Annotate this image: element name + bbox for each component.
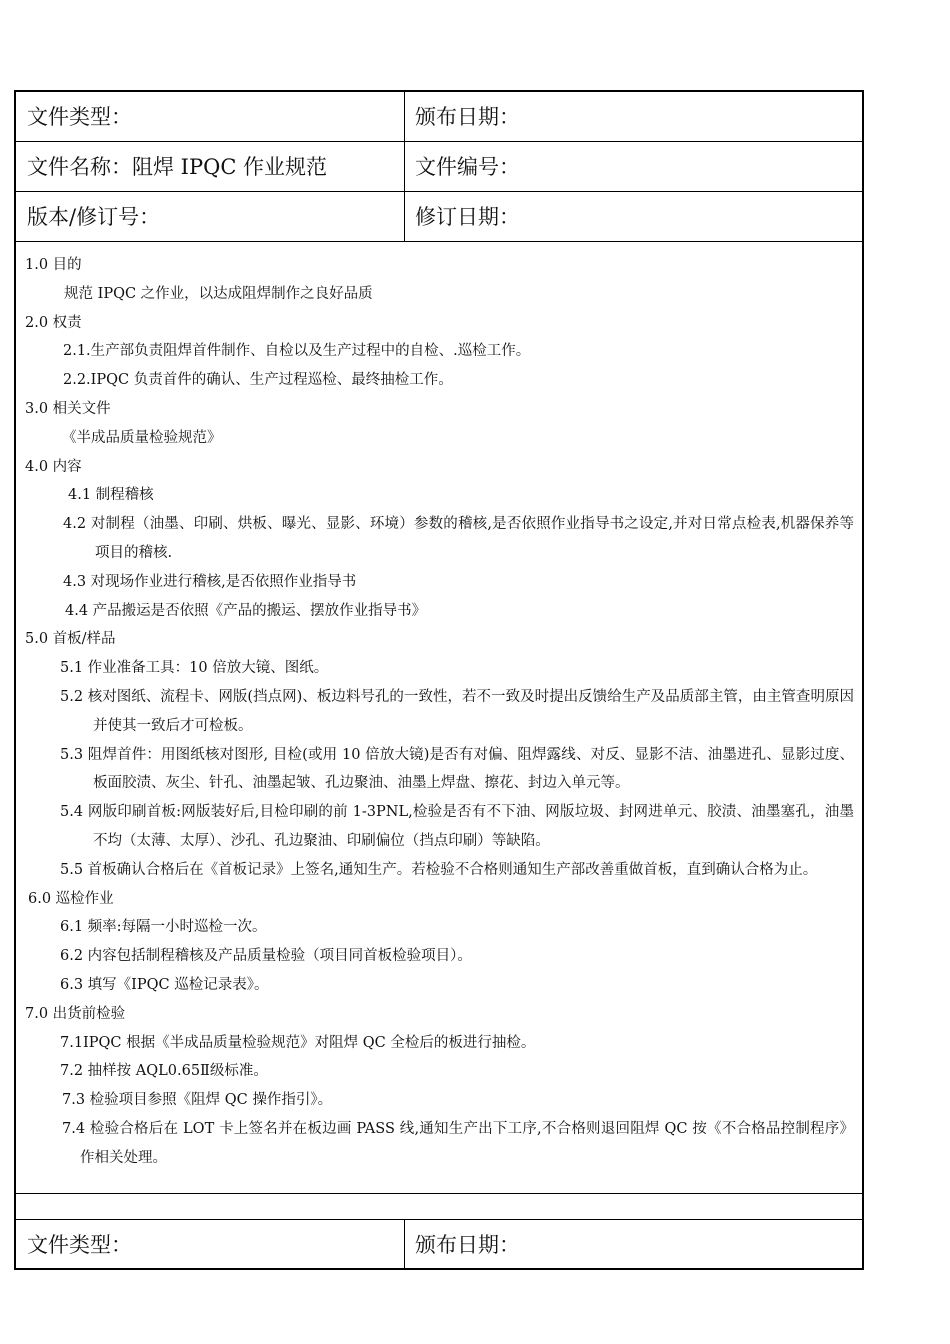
- section-title: 7.0 出货前检验: [25, 1005, 126, 1022]
- section-item: 6.1 频率:每隔一小时巡检一次。: [60, 919, 267, 936]
- section-title: 2.0 权责: [25, 314, 82, 331]
- section-title: 3.0 相关文件: [25, 400, 111, 417]
- section-item: 7.2 抽样按 AQL0.65Ⅱ级标准。: [60, 1063, 268, 1080]
- footer-issue-date-label: 颁布日期：: [415, 1233, 520, 1257]
- revision-date-label: 修订日期：: [415, 205, 520, 229]
- file-number-label: 文件编号：: [415, 155, 520, 179]
- section-item: 4.3 对现场作业进行稽核,是否依照作业指导书: [63, 573, 357, 590]
- document-frame: [14, 90, 864, 1270]
- section-item: 5.2 核对图纸、流程卡、网版(挡点网)、板边料号孔的一致性，若不一致及时提出反馈给生产及品质部主管，由主管查明原因并使其一致后才可检板。: [60, 688, 854, 734]
- header-row-3: [16, 192, 862, 242]
- section-item: 7.4 检验合格后在 LOT 卡上签名并在板边画 PASS 线,通知生产出下工序,不合格则退回阻焊 QC 按《不合格品控制程序》作相关处理。: [62, 1120, 854, 1166]
- footer-file-type-label: 文件类型：: [16, 1220, 405, 1270]
- document-body: [16, 244, 862, 1194]
- section-item: 5.3 阻焊首件：用图纸核对图形, 目检(或用 10 倍放大镜)是否有对偏、阻焊露线、对反、显影不洁、油墨进孔、显影过度、板面胶渍、灰尘、针孔、油墨起皱、孔边聚油、油墨上焊盘、擦花、封边入单元等。: [60, 746, 854, 792]
- section-item: 6.3 填写《IPQC 巡检记录表》。: [60, 976, 269, 993]
- blank-row: [16, 1194, 862, 1220]
- section-text: 《半成品质量检验规范》: [62, 429, 222, 446]
- section-item: 4.1 制程稽核: [68, 487, 154, 504]
- footer-row: [16, 1220, 862, 1270]
- header-row-2: [16, 142, 862, 192]
- section-text: 规范 IPQC 之作业，以达成阻焊制作之良好品质: [64, 285, 373, 302]
- section-title: 4.0 内容: [25, 458, 82, 475]
- version-label: 版本/修订号：: [16, 192, 405, 241]
- section-item: 2.2.IPQC 负责首件的确认、生产过程巡检、最终抽检工作。: [63, 372, 453, 389]
- section-title: 5.0 首板/样品: [25, 631, 116, 648]
- section-item: 2.1.生产部负责阻焊首件制作、自检以及生产过程中的自检、.巡检工作。: [63, 343, 531, 360]
- file-type-label: 文件类型：: [16, 92, 405, 141]
- section-item: 7.3 检验项目参照《阻焊 QC 操作指引》。: [62, 1092, 333, 1109]
- section-title: 6.0 巡检作业: [28, 890, 114, 907]
- section-title: 1.0 目的: [25, 257, 82, 273]
- section-item: 5.4 网版印刷首板:网版装好后,目检印刷的前 1-3PNL,检验是否有不下油、网版垃圾、封网进单元、胶渍、油墨塞孔，油墨不均（太薄、太厚）、沙孔、孔边聚油、印刷偏位（挡点印刷）等缺陷。: [60, 804, 854, 849]
- section-item: 5.5 首板确认合格后在《首板记录》上签名,通知生产。若检验不合格则通知生产部改善重做首板，直到确认合格为止。: [60, 861, 818, 878]
- header-row-1: [16, 92, 862, 142]
- section-item: 5.1 作业准备工具：10 倍放大镜、图纸。: [60, 660, 329, 677]
- section-item: 4.2 对制程（油墨、印刷、烘板、曝光、显影、环境）参数的稽核,是否依照作业指导书之设定,并对日常点检表,机器保养等项目的稽核.: [63, 516, 854, 561]
- section-item: 7.1IPQC 根据《半成品质量检验规范》对阻焊 QC 全检后的板进行抽检。: [60, 1034, 536, 1051]
- section-item: 4.4 产品搬运是否依照《产品的搬运、摆放作业指导书》: [65, 602, 427, 619]
- section-item: 6.2 内容包括制程稽核及产品质量检验（项目同首板检验项目）。: [60, 948, 472, 965]
- issue-date-label: 颁布日期：: [415, 105, 520, 129]
- file-name-label: 文件名称：阻焊 IPQC 作业规范: [16, 142, 405, 191]
